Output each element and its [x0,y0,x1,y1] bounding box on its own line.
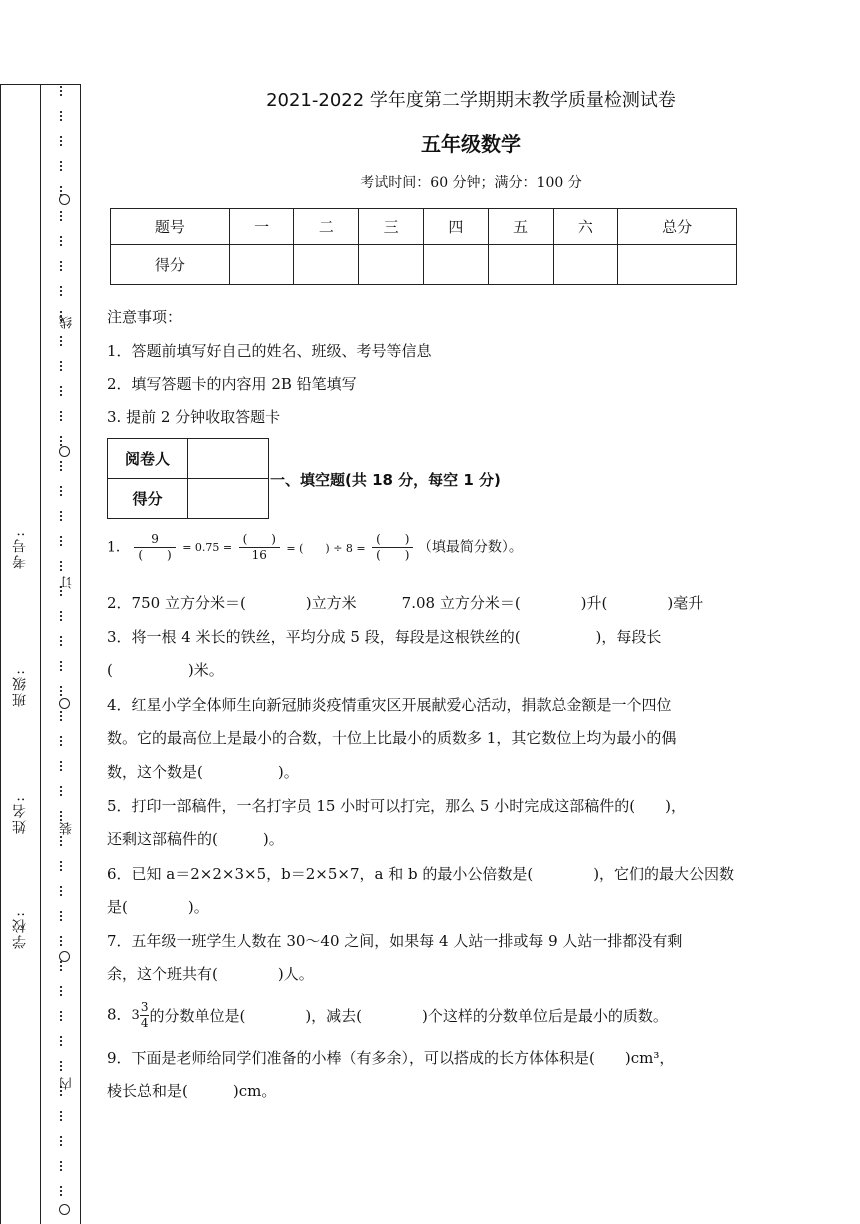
note-item: 3. 提前 2 分钟收取答题卡 [107,408,281,426]
question-text: 的分数单位是( )，减去( )个这样的分数单位后是最小的质数。 [149,1007,668,1025]
score-cell: 六 [553,209,618,245]
reviewer-blank [188,439,269,479]
question-line: 还剩这部稿件的( )。 [107,830,284,848]
binding-dot [60,686,64,696]
score-cell [488,245,553,285]
score-cell [359,245,424,285]
class-label: 班级: [12,668,28,707]
fraction [372,532,413,563]
fraction-denominator: ( ) [138,548,172,562]
exam-number-label: 考号: [12,530,28,569]
question-line: 7．五年级一班学生人数在 30～40 之间，如果每 4 人站一排或每 9 人站一排都没有剩 [107,932,683,950]
question-line: 是( )。 [107,898,209,916]
question-line: 9．下面是老师给同学们准备的小棒（有多余），可以搭成的长方体体积是( )cm³， [107,1049,675,1067]
grader-score-label: 得分 [108,479,188,519]
question-number: 8． [107,1005,132,1024]
binding-dot [60,861,64,871]
score-cell [229,245,294,285]
question-line: 6．已知 a＝2×2×3×5，b＝2×5×7，a 和 b 的最小公倍数是( )，它们的最大公因数 [107,865,735,883]
staple-mark: 装 [60,822,75,835]
binding-dot [60,1111,64,1121]
binding-dot [60,436,64,446]
question-line: 数，这个数是( )。 [107,763,299,781]
score-cell: 二 [294,209,359,245]
binding-dot [60,661,64,671]
equation-segment: = ( ) ÷ 8 = [286,541,366,555]
binding-dot [60,1161,64,1171]
question-line: 5．打印一部稿件，一名打字员 15 小时可以打完，那么 5 小时完成这部稿件的( )， [107,797,686,815]
score-cell [294,245,359,285]
binding-dot [60,636,64,646]
exam-title: 2021-2022 学年度第二学期期末教学质量检测试卷 [266,90,676,111]
score-cell: 五 [488,209,553,245]
binding-circle [59,446,70,457]
fraction-numerator: ( ) [239,532,280,548]
binding-dot [60,536,64,546]
binding-dot [60,161,64,171]
binding-divider [40,84,41,1224]
binding-dot [60,711,64,721]
binding-dot [60,286,64,296]
binding-dot [60,961,64,971]
binding-dot [60,461,64,471]
fraction-denominator: ( ) [376,548,410,562]
score-cell: 题号 [111,209,230,245]
binding-dot [60,411,64,421]
question-line: 4．红星小学全体师生向新冠肺炎疫情重灾区开展献爱心活动，捐款总金额是一个四位 [107,696,672,714]
binding-circle [59,951,70,962]
fraction [239,532,280,563]
mixed-whole: 3 [131,1008,140,1023]
fraction-numerator: 3 [140,1000,149,1014]
binding-dot [60,1011,64,1021]
binding-dot [60,336,64,346]
binding-dot [60,736,64,746]
binding-dot [60,911,64,921]
binding-dot [60,986,64,996]
score-cell [553,245,618,285]
binding-dot [60,1036,64,1046]
score-cell: 总分 [618,209,737,245]
binding-dot [60,261,64,271]
binding-dot [60,1186,64,1196]
binding-circle [59,194,70,205]
score-cell: 三 [359,209,424,245]
line-mark: 线 [60,316,75,329]
score-cell [618,245,737,285]
fraction-numerator: 9 [134,532,175,548]
binding-dot [60,936,64,946]
name-label: 姓名: [12,795,28,834]
score-table-header-row [111,209,737,245]
score-cell: 一 [229,209,294,245]
binding-dot [60,886,64,896]
note-item: 1．答题前填写好自己的姓名、班级、考号等信息 [107,342,432,360]
fraction-denominator: 4 [140,1016,149,1030]
exam-info: 考试时间：60 分钟；满分：100 分 [360,175,582,191]
binding-dot [60,1061,64,1071]
fraction-numerator: ( ) [372,532,413,548]
question-line: 余，这个班共有( )人。 [107,965,314,983]
score-table-score-row [111,245,737,285]
binding-dot [60,1136,64,1146]
question-8 [107,1000,668,1031]
binding-dot [60,611,64,621]
binding-dot [60,111,64,121]
score-cell: 得分 [111,245,230,285]
binding-dot [60,386,64,396]
section-title: 一、填空题(共 18 分，每空 1 分) [270,471,501,489]
fraction [134,532,175,563]
question-line: 棱长总和是( )cm。 [107,1082,277,1100]
binding-dot [60,486,64,496]
binding-dot [60,761,64,771]
binding-dot [60,811,64,821]
bind-mark: 订 [60,576,75,589]
note-item: 2．填写答题卡的内容用 2B 铅笔填写 [107,375,357,393]
question-1 [107,532,523,563]
score-cell [423,245,488,285]
question-line: ( )米。 [107,661,224,679]
question-line: 数。它的最高位上是最小的合数，十位上比最小的质数多 1，其它数位上均为最小的偶 [107,729,677,747]
grader-score-blank [188,479,269,519]
score-table [110,208,737,285]
binding-dot [60,236,64,246]
binding-dot [60,211,64,221]
binding-circle [59,1204,70,1215]
question-line: 2．750 立方分米＝( )立方米 7.08 立方分米＝( )升( )毫升 [107,594,704,612]
score-cell: 四 [423,209,488,245]
binding-circle [59,698,70,709]
question-number: 1． [107,539,130,556]
exam-subject: 五年级数学 [421,132,521,156]
binding-dot [60,361,64,371]
grader-table [107,438,269,519]
binding-dot [60,786,64,796]
binding-dot [60,511,64,521]
reviewer-label: 阅卷人 [108,439,188,479]
question-tail: （填最简分数）。 [417,539,523,556]
fraction-denominator: 16 [251,548,267,562]
binding-dot [60,836,64,846]
notes-heading: 注意事项： [107,308,183,326]
binding-dot [60,561,64,571]
question-line: 3．将一根 4 米长的铁丝，平均分成 5 段，每段是这根铁丝的( )，每段长 [107,628,662,646]
equation-segment: = 0.75 = [182,541,233,554]
school-label: 学校: [12,910,28,949]
inside-mark: 内 [60,1077,75,1090]
